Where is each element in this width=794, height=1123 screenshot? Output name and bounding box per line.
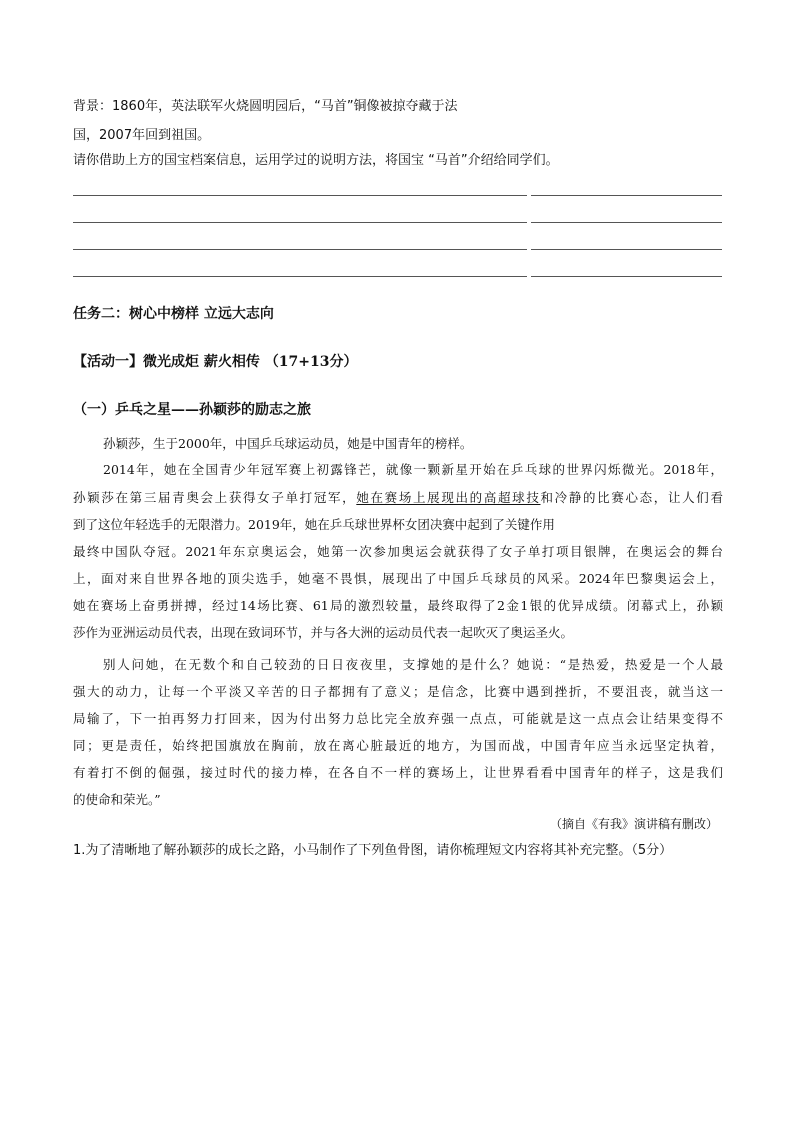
underlined-phrase: 她在赛场上展现出的高超球技 <box>356 490 541 505</box>
answer-line <box>531 195 722 196</box>
background-line-1: 背景：1860年，英法联军火烧圆明园后，“马首”铜像被掠夺藏于法 <box>73 99 458 114</box>
article-line: 局输了，下一拍再努力打回来，因为付出努力总比完全放弃强一点点，可能就是这一点点会让结果变得不 <box>73 711 723 726</box>
article-line: 同；更是责任，始终把国旗放在胸前，放在离心脏最近的地方，为国而战，中国青年应当永远坚定执着， <box>73 738 723 753</box>
article-text: 和冷静的比赛心态，让人们看 <box>540 490 723 505</box>
answer-line <box>531 276 722 277</box>
section-title: （一）乒乓之星——孙颖莎的励志之旅 <box>73 402 311 418</box>
article-line: 莎作为亚洲运动员代表，出现在致词环节，并与各大洲的运动员代表一起吹灭了奥运圣火。 <box>73 625 574 640</box>
article-text: 孙颖莎在第三届青奥会上获得女子单打冠军， <box>73 490 357 505</box>
question-1: 1.为了清晰地了解孙颖莎的成长之路，小马制作了下列鱼骨图，请你梳理短文内容将其补充完整。（5分） <box>73 843 673 858</box>
answer-line <box>73 222 527 223</box>
instruction-text: 请你借助上方的国宝档案信息，运用学过的说明方法，将国宝 “马首”介绍给同学们。 <box>73 153 559 168</box>
article-line: 2014年，她在全国青少年冠军赛上初露锋芒，就像一颗新星开始在乒乓球的世界闪烁微光。2018年， <box>103 462 723 477</box>
task-title: 任务二：树心中榜样 立远大志向 <box>73 306 274 322</box>
answer-line <box>73 195 527 196</box>
background-line-2: 国，2007年回到祖国。 <box>73 128 211 143</box>
answer-line <box>73 249 527 250</box>
article-line: 她在赛场上奋勇拼搏，经过14场比赛、61局的激烈较量，最终取得了2金1银的优异成绩。闭幕式上，孙颖 <box>73 598 723 613</box>
article-line: 到了这位年轻选手的无限潜力。2019年，她在乒乓球世界杯女团决赛中起到了关键作用 <box>73 517 555 532</box>
source-note: （摘自《有我》演讲稿有删改） <box>549 817 718 831</box>
article-line <box>73 486 723 510</box>
activity-title: 【活动一】微光成炬 薪火相传 （17+13分） <box>73 354 358 370</box>
article-line: 强大的动力，让每一个平淡又辛苦的日子都拥有了意义；是信念，比赛中遇到挫折，不要沮丧，就当这一 <box>73 684 723 699</box>
article-line: 孙颖莎，生于2000年，中国乒乓球运动员，她是中国青年的榜样。 <box>103 436 473 451</box>
answer-line <box>73 276 527 277</box>
article-line: 上，面对来自世界各地的顶尖选手，她毫不畏惧，展现出了中国乒乓球员的风采。2024年巴黎奥运会上， <box>73 571 723 586</box>
article-line: 有着打不倒的倔强，接过时代的接力棒，在各自不一样的赛场上，让世界看看中国青年的样子，这是我们 <box>73 765 723 780</box>
answer-line <box>531 249 722 250</box>
answer-line <box>531 222 722 223</box>
article-line: 别人问她，在无数个和自己较劲的日日夜夜里，支撑她的是什么？她说：“是热爱，热爱是一个人最 <box>103 657 723 672</box>
article-line: 最终中国队夺冠。2021年东京奥运会，她第一次参加奥运会就获得了女子单打项目银牌，在奥运会的舞台 <box>73 544 723 559</box>
article-line: 的使命和荣光。” <box>73 792 161 807</box>
